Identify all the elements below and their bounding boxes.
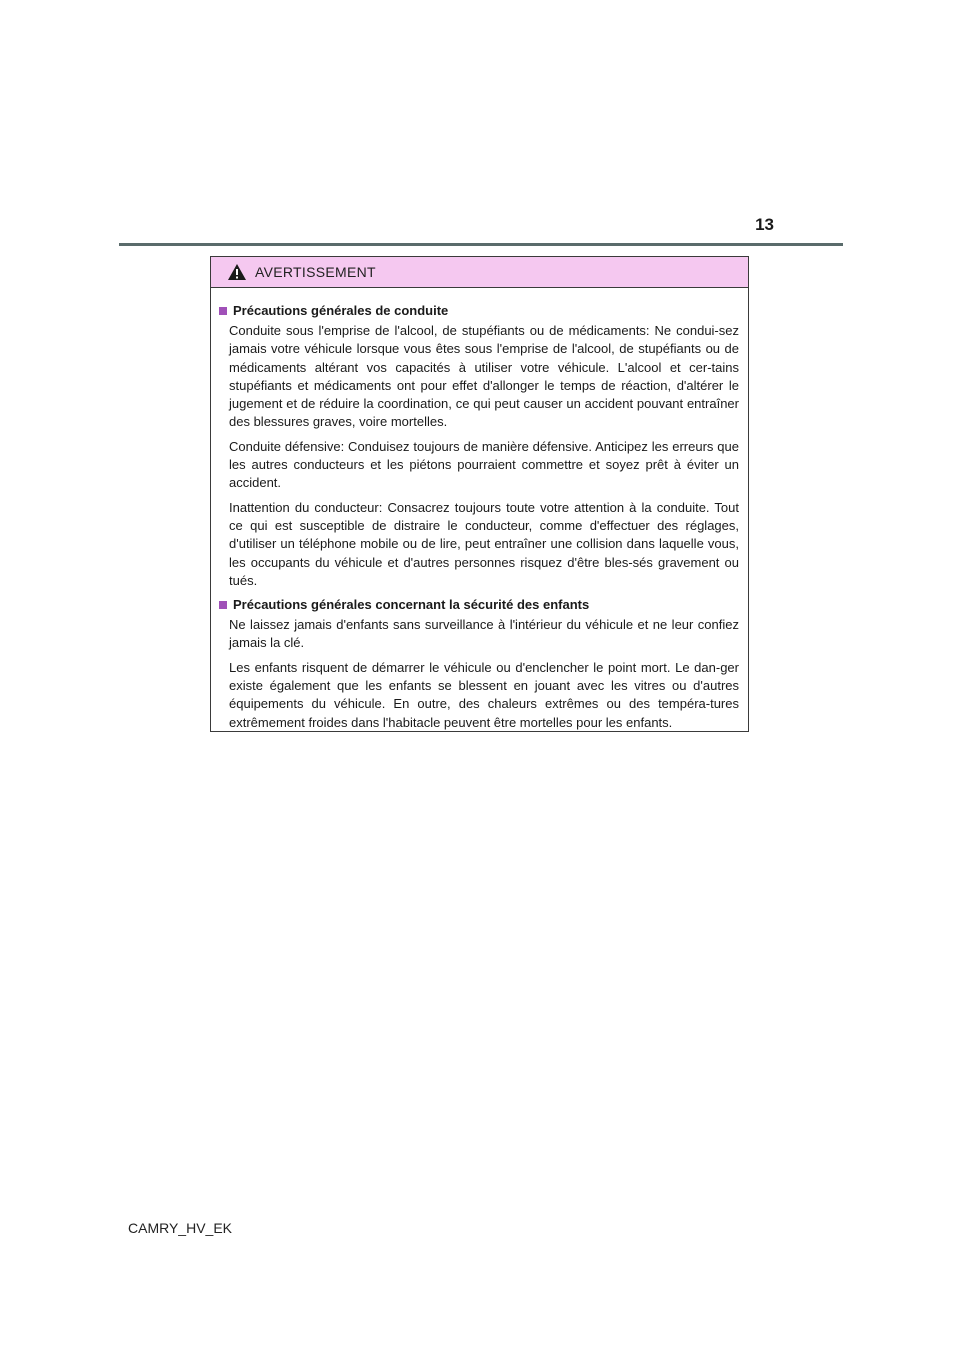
paragraph-driver-inattention: Inattention du conducteur: Consacrez toujours toute votre attention à la conduite. Tout ce qui est susceptible de distraire le conducteur, comme d'effectuer des réglages, d'utiliser un téléphone mobile ou de lire, peut entraîner une collision dans laquelle vous, les occupants du véhicule et d'autres personnes risquez d'être bles-sés gravement ou tués. <box>229 499 739 588</box>
section-heading-driving <box>219 302 739 320</box>
warning-box <box>210 256 749 732</box>
warning-triangle-icon <box>227 263 247 281</box>
warning-header <box>211 257 748 288</box>
document-code: CAMRY_HV_EK <box>128 1220 233 1236</box>
paragraph-defensive-driving: Conduite défensive: Conduisez toujours de manière défensive. Anticipez les erreurs que les autres conducteurs et les piétons pourraient commettre et soyez prêt à éviter un accident. <box>229 438 739 491</box>
section-heading-child-safety <box>219 596 739 614</box>
square-bullet-icon <box>219 601 227 609</box>
page-number: 13 <box>755 215 774 234</box>
warning-body <box>211 288 748 732</box>
header-rule <box>119 243 843 246</box>
paragraph-children-risks: Les enfants risquent de démarrer le véhicule ou d'enclencher le point mort. Le dan-ger existe également que les enfants se blessent en jouant avec les vitres ou d'autres équipements du véhicule. En outre, des chaleurs extrêmes ou des tempéra-tures extrêmement froides dans l'habitacle peuvent être mortelles pour les enfants. <box>229 659 739 730</box>
paragraph-unattended-children: Ne laissez jamais d'enfants sans surveillance à l'intérieur du véhicule et ne leur confiez jamais la clé. <box>229 617 739 651</box>
warning-title: AVERTISSEMENT <box>255 264 376 280</box>
paragraph-impaired-driving: Conduite sous l'emprise de l'alcool, de stupéfiants ou de médicaments: Ne condui-sez jamais votre véhicule lorsque vous êtes sous l'emprise de l'alcool, de stupéfiants ou de médicaments altérant vos capacités à utiliser votre véhicule. L'alcool et cer-tains stupéfiants et médicaments ont pour effet d'allonger le temps de réaction, d'altérer le jugement et de réduire la coordination, ce qui peut causer un accident pouvant entraîner des blessures graves, voire mortelles. <box>229 323 739 430</box>
section-heading-text: Précautions générales de conduite <box>233 303 449 318</box>
section-heading-text: Précautions générales concernant la sécurité des enfants <box>233 597 590 613</box>
square-bullet-icon <box>219 307 227 315</box>
